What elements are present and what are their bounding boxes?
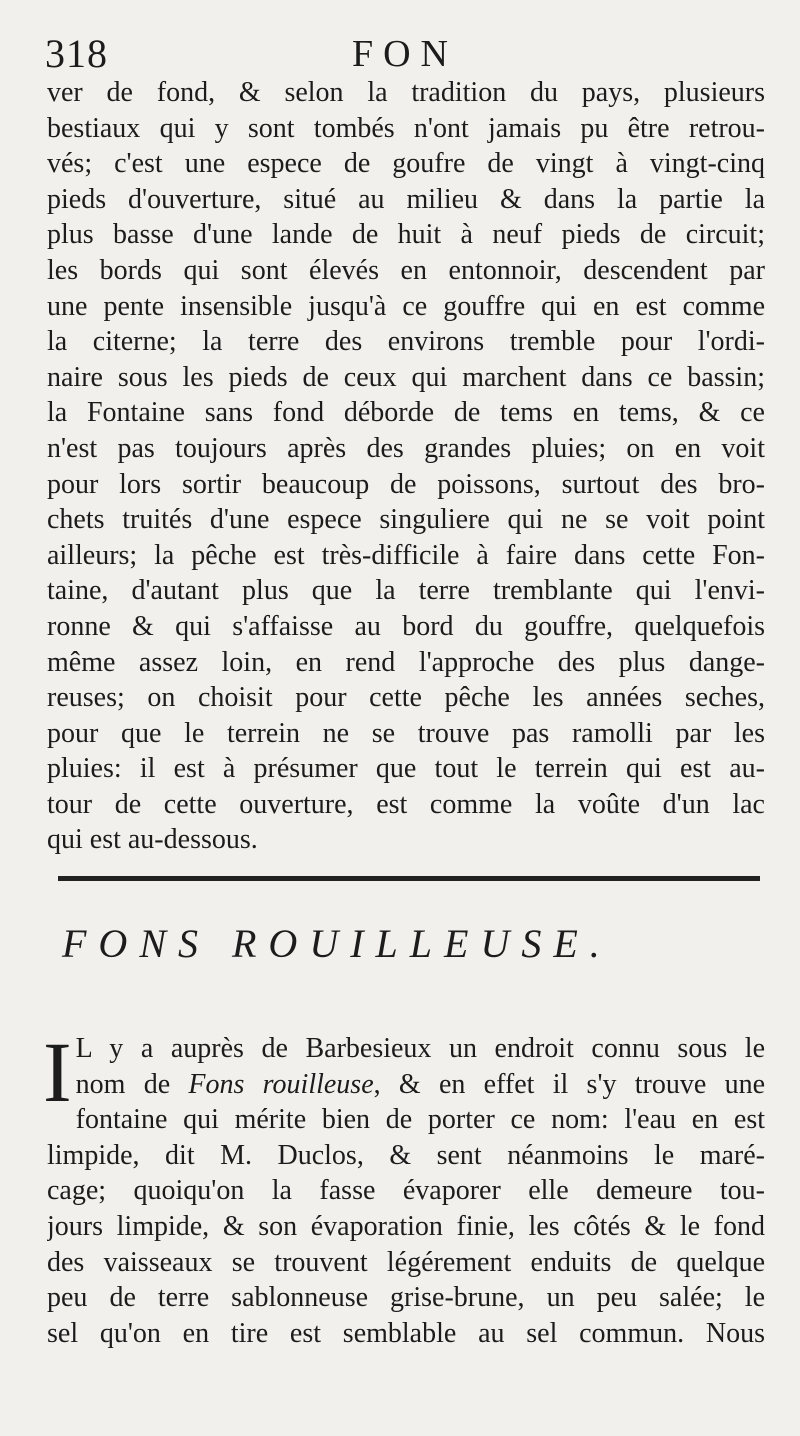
text-line: ronne & qui s'affaisse au bord du gouffre, quelquefois xyxy=(47,610,765,642)
text-line: tour de cette ouverture, est comme la voûte d'un lac xyxy=(47,788,765,820)
text-line: une pente insensible jusqu'à ce gouffre qui en est comme xyxy=(47,290,765,322)
text-line: peu de terre sablonneuse grise-brune, un peu salée; le xyxy=(47,1282,765,1314)
running-title: FON xyxy=(351,33,459,75)
text-line xyxy=(76,1067,765,1103)
text-line: ailleurs; la pêche est très-difficile à faire dans cette Fon- xyxy=(47,539,765,571)
text-line: bestiaux qui y sont tombés n'ont jamais pu être retrou- xyxy=(47,112,765,144)
text-line: même assez loin, en rend l'approche des plus dange- xyxy=(47,646,765,678)
text-line: pluies: il est à présumer que tout le terrein qui est au- xyxy=(47,753,765,785)
text-line: vés; c'est une espece de goufre de vingt à vingt-cinq xyxy=(47,148,765,180)
text-line: limpide, dit M. Duclos, & sent néanmoins le maré- xyxy=(47,1139,765,1171)
text-line: les bords qui sont élevés en entonnoir, descendent par xyxy=(47,254,765,286)
text-line: ver de fond, & selon la tradition du pays, plusieurs xyxy=(47,77,765,108)
text-line: n'est pas toujours après des grandes pluies; on en voit xyxy=(47,432,765,464)
text-fragment: nom de xyxy=(75,1068,189,1100)
text-line: jours limpide, & son évaporation finie, les côtés & le fond xyxy=(47,1210,765,1242)
text-line: la citerne; la terre des environs tremble pour l'ordi- xyxy=(47,326,765,358)
section-heading: FONS ROUILLEUSE. xyxy=(62,921,612,966)
text-line: pieds d'ouverture, situé au milieu & dans la partie la xyxy=(47,183,765,215)
paragraph-fontaine-sans-fond xyxy=(47,75,765,858)
text-line: des vaisseaux se trouvent légérement enduits de quelque xyxy=(47,1246,765,1278)
paragraph-fons-rouilleuse xyxy=(43,1024,765,1351)
running-head xyxy=(45,26,765,78)
text-line: fontaine qui mérite bien de porter ce nom: l'eau en est xyxy=(75,1104,765,1136)
text-line: reuses; on choisit pour cette pêche les années seches, xyxy=(47,682,765,714)
text-fragment: , & en effet il s'y trouve une xyxy=(373,1068,765,1100)
italic-place-name: Fons rouilleuse xyxy=(188,1068,374,1100)
text-line: L y a auprès de Barbesieux un endroit connu sous le xyxy=(75,1033,765,1064)
text-line: cage; quoiqu'on la fasse évaporer elle demeure tou- xyxy=(47,1175,765,1207)
text-line: sel qu'on en tire est semblable au sel commun. Nous xyxy=(47,1317,765,1349)
page-number: 318 xyxy=(45,31,108,76)
text-line: pour lors sortir beaucoup de poissons, surtout des bro- xyxy=(47,468,765,500)
text-line: la Fontaine sans fond déborde de tems en tems, & ce xyxy=(47,397,765,429)
text-line: plus basse d'une lande de huit à neuf pieds de circuit; xyxy=(47,219,765,251)
text-line: taine, d'autant plus que la terre tremblante qui l'envi- xyxy=(47,575,765,607)
text-line: pour que le terrein ne se trouve pas ramolli par les xyxy=(47,717,765,749)
text-line: naire sous les pieds de ceux qui marchent dans ce bassin; xyxy=(47,361,765,393)
text-line: chets truités d'une espece singuliere qui ne se voit point xyxy=(47,504,765,536)
text-line: qui est au-dessous. xyxy=(47,824,258,856)
section-divider-rule xyxy=(58,876,760,881)
drop-cap: I xyxy=(43,1024,72,1120)
